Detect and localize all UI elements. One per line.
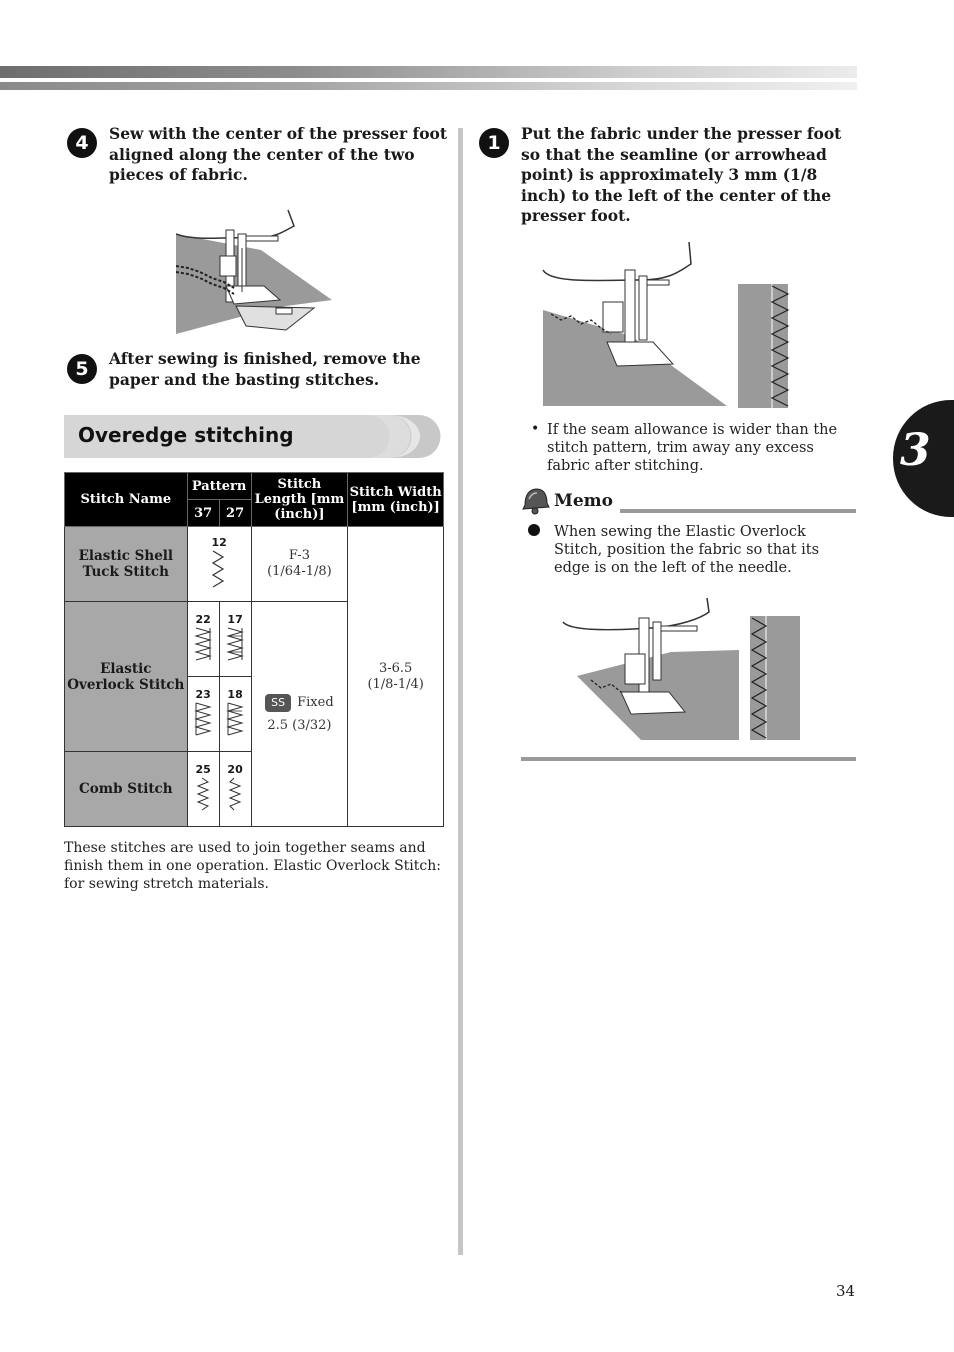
length-fixed-value: 2.5 (3/32) <box>267 718 332 733</box>
overlock-stitch-icon <box>194 626 212 662</box>
section-title: Overedge stitching <box>78 423 294 447</box>
row-name-overlock: Elastic Overlock Stitch <box>65 602 188 752</box>
shell-tuck-stitch-icon <box>209 549 229 589</box>
pattern-number: 18 <box>227 687 243 701</box>
header-stitch-width: Stitch Width [mm (inch)] <box>348 473 444 527</box>
length-inch: (1/64-1/8) <box>267 564 332 579</box>
header-bar-bottom <box>0 82 857 90</box>
row-name-shell-tuck: Elastic Shell Tuck Stitch <box>65 527 188 602</box>
pattern-number: 22 <box>195 612 211 626</box>
header-pattern-27: 27 <box>219 500 251 527</box>
header-pattern-37: 37 <box>187 500 219 527</box>
pattern-cell-22 <box>187 602 219 677</box>
fabric-placement-illustration <box>541 240 791 408</box>
pattern-cell-17 <box>219 602 251 677</box>
stitch-table <box>64 472 444 827</box>
pattern-cell-18 <box>219 677 251 752</box>
step-1-text: Put the fabric under the presser foot so that the seamline (or arrowhead point) is approximately 3 mm (1/8 inch) to the left of the center of the presser foot. <box>521 124 842 225</box>
length-fixed-label: Fixed <box>297 695 334 710</box>
width-inch: (1/8-1/4) <box>367 676 424 692</box>
overlock-stitch-icon <box>226 626 244 662</box>
step-number-4: 4 <box>67 128 97 158</box>
row-name-comb: Comb Stitch <box>65 752 188 827</box>
memo-bullet-icon <box>528 524 540 536</box>
memo-bell-icon <box>521 485 551 515</box>
overlock-stitch-icon <box>194 701 212 737</box>
step-4-text: Sew with the center of the presser foot aligned along the center of the two pieces of fabric. <box>109 124 448 184</box>
step-5-text: After sewing is finished, remove the paper and the basting stitches. <box>109 349 421 389</box>
ss-badge: SS <box>265 694 291 712</box>
pattern-number: 25 <box>195 762 211 776</box>
sewing-center-illustration <box>176 208 336 334</box>
pattern-cell-12 <box>187 527 251 602</box>
length-cell-fixed <box>251 602 348 827</box>
pattern-cell-23 <box>187 677 219 752</box>
header-bar-top <box>0 66 857 78</box>
overlock-stitch-icon <box>226 701 244 737</box>
pattern-number: 17 <box>227 612 243 626</box>
header-stitch-length: Stitch Length [mm (inch)] <box>251 473 348 527</box>
pattern-cell-25 <box>187 752 219 827</box>
memo-rule <box>620 509 856 513</box>
description-text: These stitches are used to join together seams and finish them in one operation. Elastic Overlock Stitch: for sewing stretch materials. <box>64 840 441 892</box>
pattern-number: 12 <box>211 535 227 549</box>
width-cell-all <box>348 527 444 827</box>
comb-stitch-icon <box>194 776 212 812</box>
chapter-number: 3 <box>900 425 931 476</box>
length-cell-shell <box>251 527 348 602</box>
step-number-1: 1 <box>479 128 509 158</box>
overlock-placement-illustration <box>561 596 803 742</box>
column-divider <box>458 128 463 1255</box>
header-pattern: Pattern <box>187 473 251 500</box>
step-number-5: 5 <box>67 354 97 384</box>
page-number: 34 <box>836 1282 856 1300</box>
pattern-number: 20 <box>227 762 243 776</box>
bullet-note: If the seam allowance is wider than the stitch pattern, trim away any excess fabric after stitching. <box>547 422 838 474</box>
memo-text: When sewing the Elastic Overlock Stitch, position the fabric so that its edge is on the left of the needle. <box>554 524 820 576</box>
pattern-cell-20 <box>219 752 251 827</box>
header-stitch-name: Stitch Name <box>65 473 188 527</box>
pattern-number: 23 <box>195 687 211 701</box>
width-value: 3-6.5 <box>378 660 413 676</box>
length-value: F-3 <box>288 548 310 563</box>
bullet-icon: • <box>531 421 540 437</box>
memo-title: Memo <box>554 491 613 511</box>
comb-stitch-icon <box>226 776 244 812</box>
section-end-rule <box>521 757 856 761</box>
